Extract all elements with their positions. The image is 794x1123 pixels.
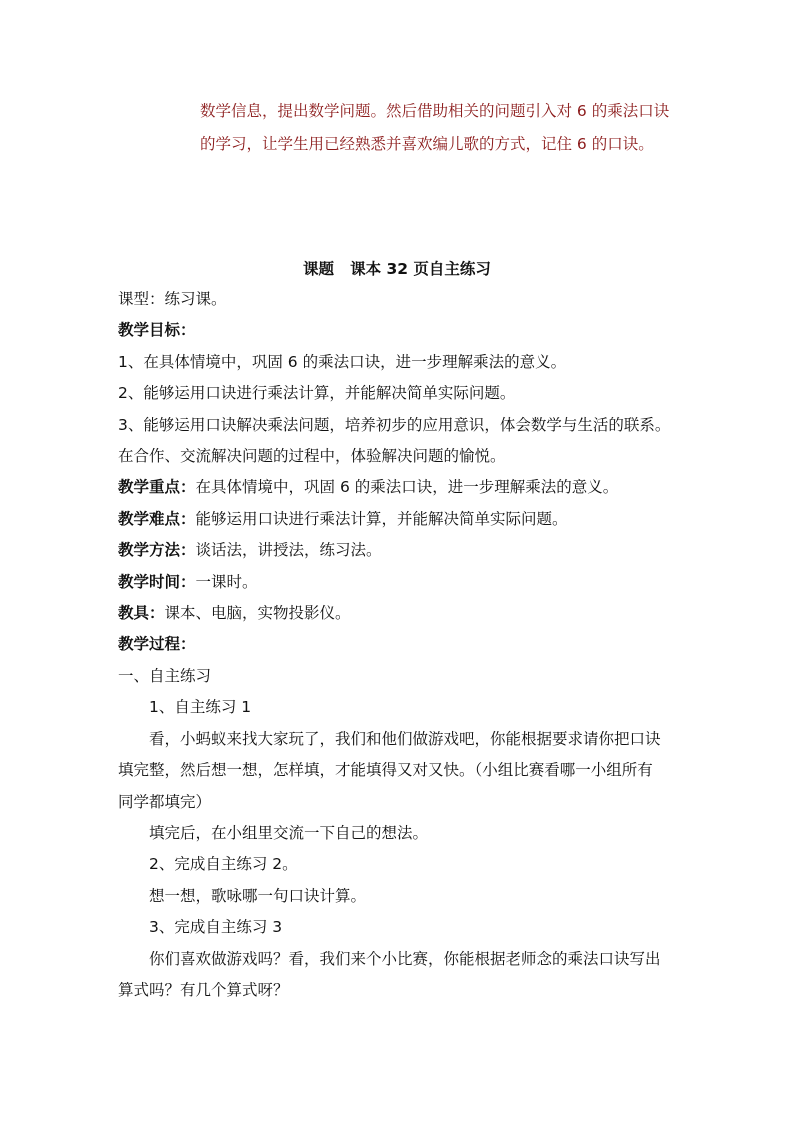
lesson-type-value: 练习课。 bbox=[164, 290, 227, 308]
goal-item: 3、能够运用口诀解决乘法问题，培养初步的应用意识，体会数学与生活的联系。 bbox=[118, 415, 671, 434]
lesson-body bbox=[118, 284, 683, 1006]
exercise-1-note: 填完后，在小组里交流一下自己的想法。 bbox=[149, 823, 429, 842]
goal-item: 1、在具体情境中，巩固 6 的乘法口诀，进一步理解乘法的意义。 bbox=[118, 352, 567, 371]
time-label: 教学时间： bbox=[118, 572, 196, 591]
key-point-value: 在具体情境中，巩固 6 的乘法口诀，进一步理解乘法的意义。 bbox=[195, 478, 619, 497]
goal-item-continued: 在合作、交流解决问题的过程中，体验解决问题的愉悦。 bbox=[118, 447, 506, 466]
lesson-title bbox=[0, 255, 794, 283]
exercise-2-text: 想一想，歌咏哪一句口诀计算。 bbox=[149, 886, 367, 905]
teaching-method bbox=[118, 535, 683, 566]
exercise-3-text-line-1: 你们喜欢做游戏吗？看，我们来个小比赛，你能根据老师念的乘法口诀写出 bbox=[149, 949, 661, 968]
exercise-3-title: 3、完成自主练习 3 bbox=[149, 918, 283, 937]
exercise-1-text-line-3: 同学都填完） bbox=[118, 792, 212, 811]
exercise-1-text-line-2: 填完整，然后想一想，怎样填，才能填得又对又快。（小组比赛看哪一小组所有 bbox=[118, 761, 653, 780]
title-label: 课题 bbox=[303, 260, 335, 278]
key-point bbox=[118, 472, 683, 503]
time-value: 一课时。 bbox=[195, 572, 258, 591]
teaching-tools bbox=[118, 598, 683, 629]
difficulty-label: 教学难点： bbox=[118, 509, 196, 528]
intro-line-2: 的学习，让学生用已经熟悉并喜欢编儿歌的方式，记住 6 的口诀。 bbox=[200, 135, 654, 153]
key-point-label: 教学重点： bbox=[118, 478, 196, 497]
difficulty-value: 能够运用口诀进行乘法计算，并能解决简单实际问题。 bbox=[195, 509, 568, 528]
process-heading: 教学过程： bbox=[118, 635, 196, 654]
method-label: 教学方法： bbox=[118, 541, 196, 560]
difficulty-point bbox=[118, 504, 683, 535]
lesson-type bbox=[118, 284, 683, 315]
exercise-1-text-line-1: 看，小蚂蚁来找大家玩了，我们和他们做游戏吧，你能根据要求请你把口诀 bbox=[149, 729, 661, 748]
exercise-1-title: 1、自主练习 1 bbox=[149, 698, 252, 717]
goal-item: 2、能够运用口诀进行乘法计算，并能解决简单实际问题。 bbox=[118, 384, 516, 403]
section-heading: 一、自主练习 bbox=[118, 666, 212, 685]
tools-label: 教具： bbox=[118, 604, 165, 623]
intro-line-1: 数学信息，提出数学问题。然后借助相关的问题引入对 6 的乘法口诀 bbox=[200, 102, 670, 120]
teaching-time bbox=[118, 567, 683, 598]
lesson-type-label: 课型： bbox=[118, 290, 165, 308]
goals-heading: 教学目标： bbox=[118, 321, 196, 340]
intro-paragraph bbox=[200, 95, 685, 161]
method-value: 谈话法，讲授法，练习法。 bbox=[195, 541, 382, 560]
tools-value: 课本、电脑，实物投影仪。 bbox=[164, 604, 351, 623]
exercise-3-text-line-2: 算式吗？有几个算式呀？ bbox=[118, 980, 289, 999]
title-text: 课本 32 页自主练习 bbox=[350, 260, 491, 278]
exercise-2-title: 2、完成自主练习 2。 bbox=[149, 855, 298, 874]
